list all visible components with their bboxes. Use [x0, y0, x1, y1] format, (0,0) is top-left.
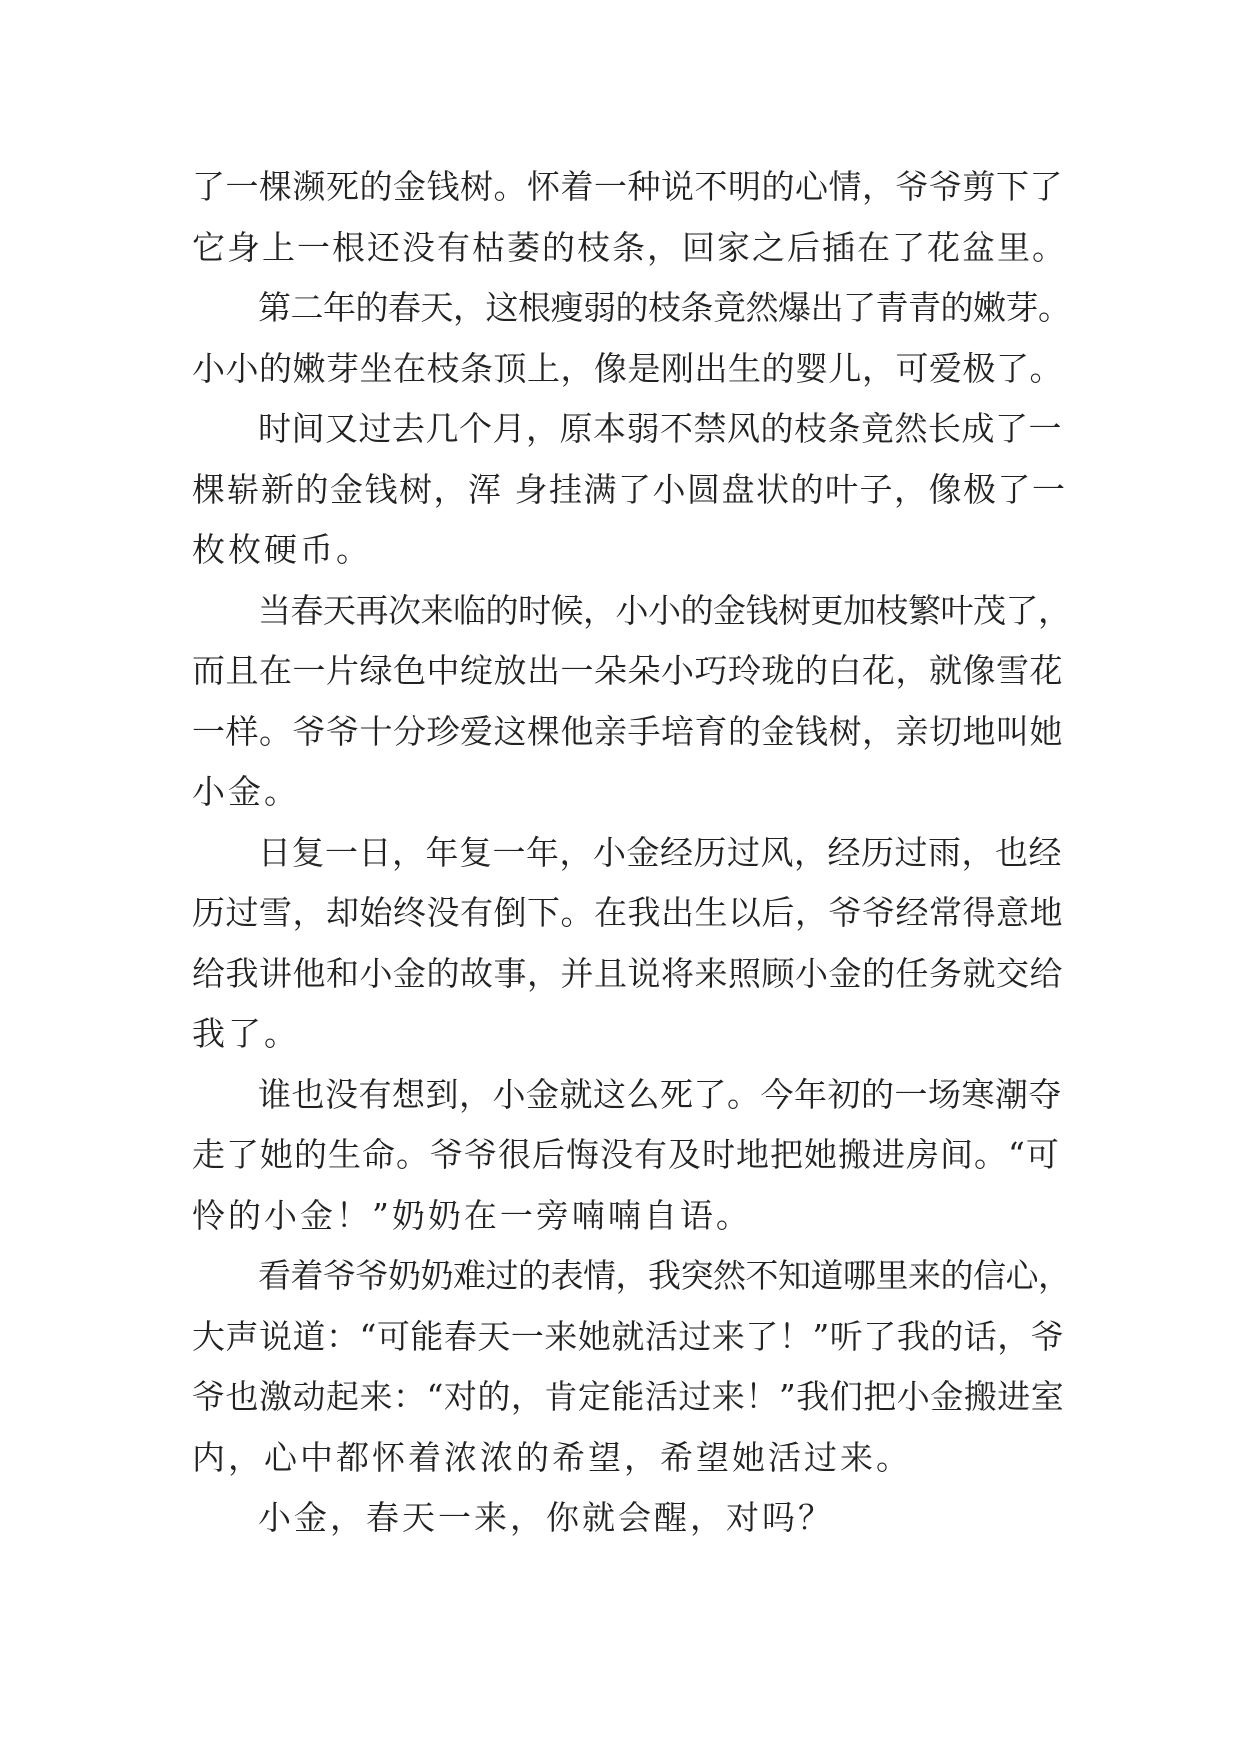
- text-line: 历过雪，却始终没有倒下。在我出生以后，爷爷经常得意地: [192, 893, 1063, 932]
- paragraph-first-line: 日复一日，年复一年，小金经历过风，经历过雨，也经: [258, 832, 1062, 872]
- paragraph-first-line: 谁也没有想到，小金就这么死了。今年初的一场寒潮夺: [258, 1074, 1062, 1114]
- text-line: 棵崭新的金钱树，浑 身挂满了小圆盘状的叶子，像极了一: [192, 469, 1067, 509]
- paragraph-first-line: 看着爷爷奶奶难过的表情，我突然不知道哪里来的信心，: [258, 1256, 1071, 1295]
- text-line: 而且在一片绿色中绽放出一朵朵小巧玲珑的白花，就像雪花: [192, 651, 1063, 690]
- paragraph-first-line: 第二年的春天，这根瘦弱的枝条竟然爆出了青青的嫩芽。: [258, 288, 1071, 327]
- text-line: 它身上一根还没有枯萎的枝条，回家之后插在了花盆里。: [192, 227, 1067, 267]
- paragraph-first-line: 时间又过去几个月，原本弱不禁风的枝条竟然长成了一: [258, 409, 1062, 448]
- body-text: [192, 157, 1072, 1549]
- text-line: 爷也激动起来：“对的，肯定能活过来！”我们把小金搬进室: [192, 1377, 1065, 1416]
- text-line: 一样。爷爷十分珍爱这棵他亲手培育的金钱树，亲切地叫她: [192, 711, 1063, 751]
- text-line: 内，心中都怀着浓浓的希望，希望她活过来。: [192, 1437, 912, 1477]
- text-line: 小小的嫩芽坐在枝条顶上，像是刚出生的婴儿，可爱极了。: [192, 348, 1063, 388]
- text-line: 了一棵濒死的金钱树。怀着一种说不明的心情，爷爷剪下了: [192, 167, 1063, 206]
- paragraph-first-line: 小金，春天一来，你就会醒，对吗？: [258, 1498, 834, 1537]
- paragraph-first-line: 当春天再次来临的时候，小小的金钱树更加枝繁叶茂了，: [258, 590, 1071, 630]
- text-line: 走了她的生命。爷爷很后悔没有及时地把她搬进房间。“可: [192, 1135, 1060, 1174]
- text-line: 给我讲他和小金的故事，并且说将来照顾小金的任务就交给: [192, 953, 1063, 993]
- text-line: 枚枚硬币。: [192, 530, 372, 569]
- text-line: 小金。: [192, 772, 300, 811]
- text-line: 怜的小金！”奶奶在一旁喃喃自语。: [192, 1195, 752, 1235]
- text-line: 我了。: [192, 1014, 300, 1053]
- text-line: 大声说道：“可能春天一来她就活过来了！”听了我的话，爷: [192, 1316, 1065, 1356]
